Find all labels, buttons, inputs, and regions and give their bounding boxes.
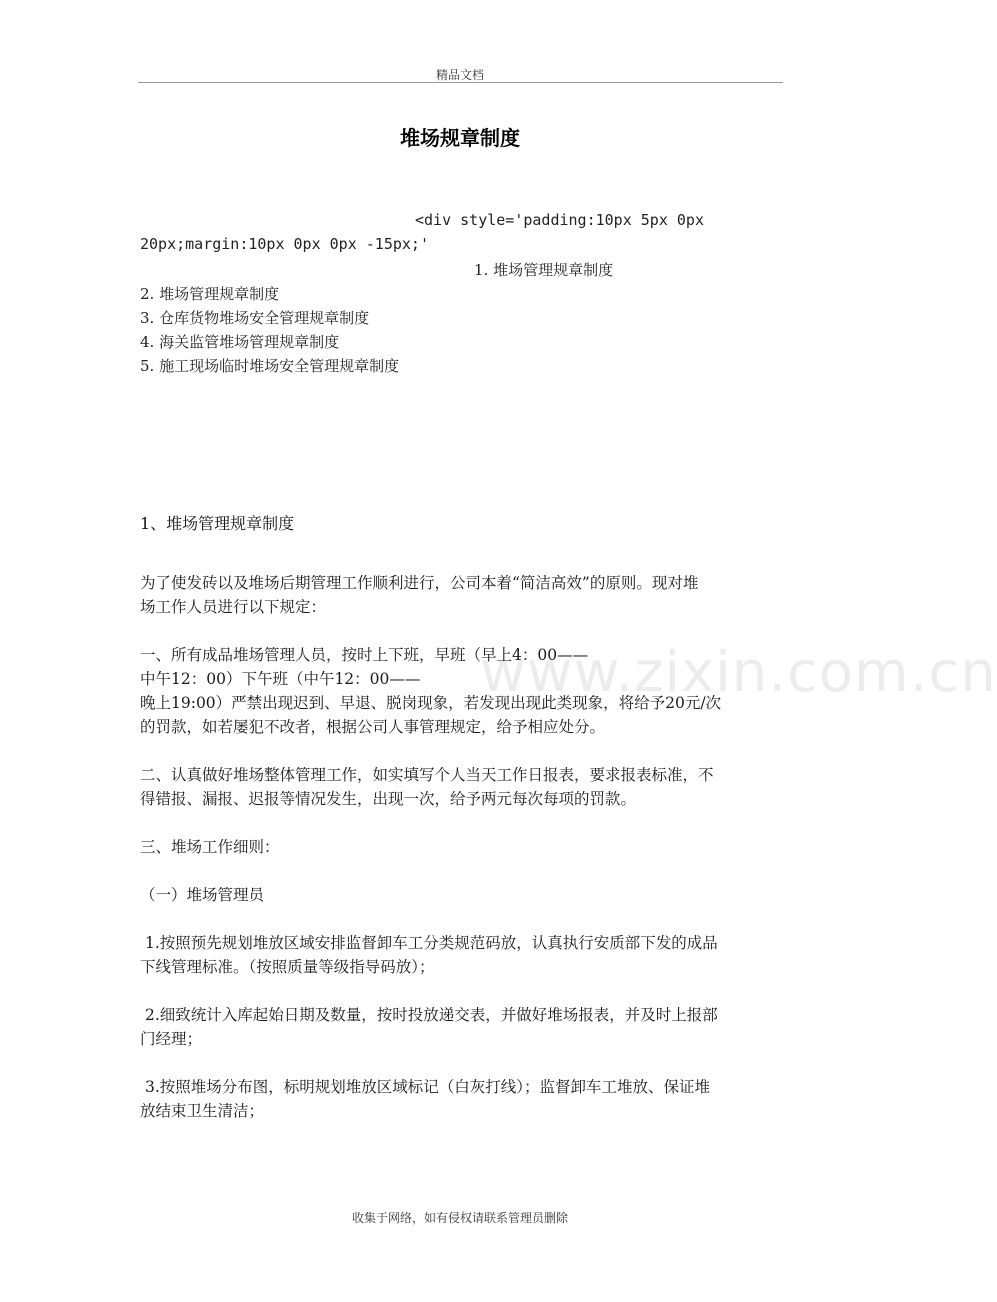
toc-item-2[interactable]: 2. 堆场管理规章制度 [140,285,280,303]
sub-heading: （一）堆场管理员 [140,886,265,904]
item-3-line-2: 放结束卫生清洁； [140,1102,265,1120]
rule-2-line-1: 二、认真做好堆场整体管理工作，如实填写个人当天工作日报表，要求报表标准，不 [140,766,714,784]
toc-item-4[interactable]: 4. 海关监管堆场管理规章制度 [140,333,340,351]
item-1-line-2: 下线管理标准。（按照质量等级指导码放）； [140,958,435,976]
item-2-line-1: 2.细致统计入库起始日期及数量，按时投放递交表，并做好堆场报表，并及时上报部 [145,1006,718,1024]
rule-1-line-3: 晚上19:00）严禁出现迟到、早退、脱岗现象，若发现出现此类现象，将给予20元/次 [140,694,722,712]
rule-1-line-2: 中午12：00）下午班（中午12：00—— [140,670,421,688]
toc-item-3[interactable]: 3. 仓库货物堆场安全管理规章制度 [140,309,370,327]
rule-2-line-2: 得错报、漏报、迟报等情况发生，出现一次，给予两元每次每项的罚款。 [140,790,637,808]
code-snippet-line-1: <div style='padding:10px 5px 0px [415,211,704,229]
rule-1-line-1: 一、所有成品堆场管理人员，按时上下班，早班（早上4：00—— [140,646,589,664]
page-footer: 收集于网络，如有侵权请联系管理员删除 [351,1211,568,1225]
item-2-line-2: 门经理； [140,1030,203,1048]
item-1-line-1: 1.按照预先规划堆放区域安排监督卸车工分类规范码放，认真执行安质部下发的成品 [145,934,718,952]
watermark-text: www.zixin.com.cn [480,640,997,705]
document-title: 堆场规章制度 [400,126,520,150]
intro-line-1: 为了使发砖以及堆场后期管理工作顺利进行，公司本着“简洁高效”的原则。现对堆 [140,574,699,592]
rule-1-line-4: 的罚款，如若屡犯不改者，根据公司人事管理规定，给予相应处分。 [140,718,606,736]
page-header: 精品文档 [435,68,484,82]
intro-line-2: 场工作人员进行以下规定： [140,598,327,616]
item-3-line-1: 3.按照堆场分布图，标明规划堆放区域标记（白灰打线）；监督卸车工堆放、保证堆 [145,1078,711,1096]
header-divider [138,82,783,83]
toc-item-5[interactable]: 5. 施工现场临时堆场安全管理规章制度 [140,357,400,375]
section-heading: 1、堆场管理规章制度 [140,514,295,533]
toc-item-1[interactable]: 1. 堆场管理规章制度 [474,261,614,279]
code-snippet-line-2: 20px;margin:10px 0px 0px -15px;' [140,235,429,253]
rule-3-heading: 三、堆场工作细则： [140,838,280,856]
